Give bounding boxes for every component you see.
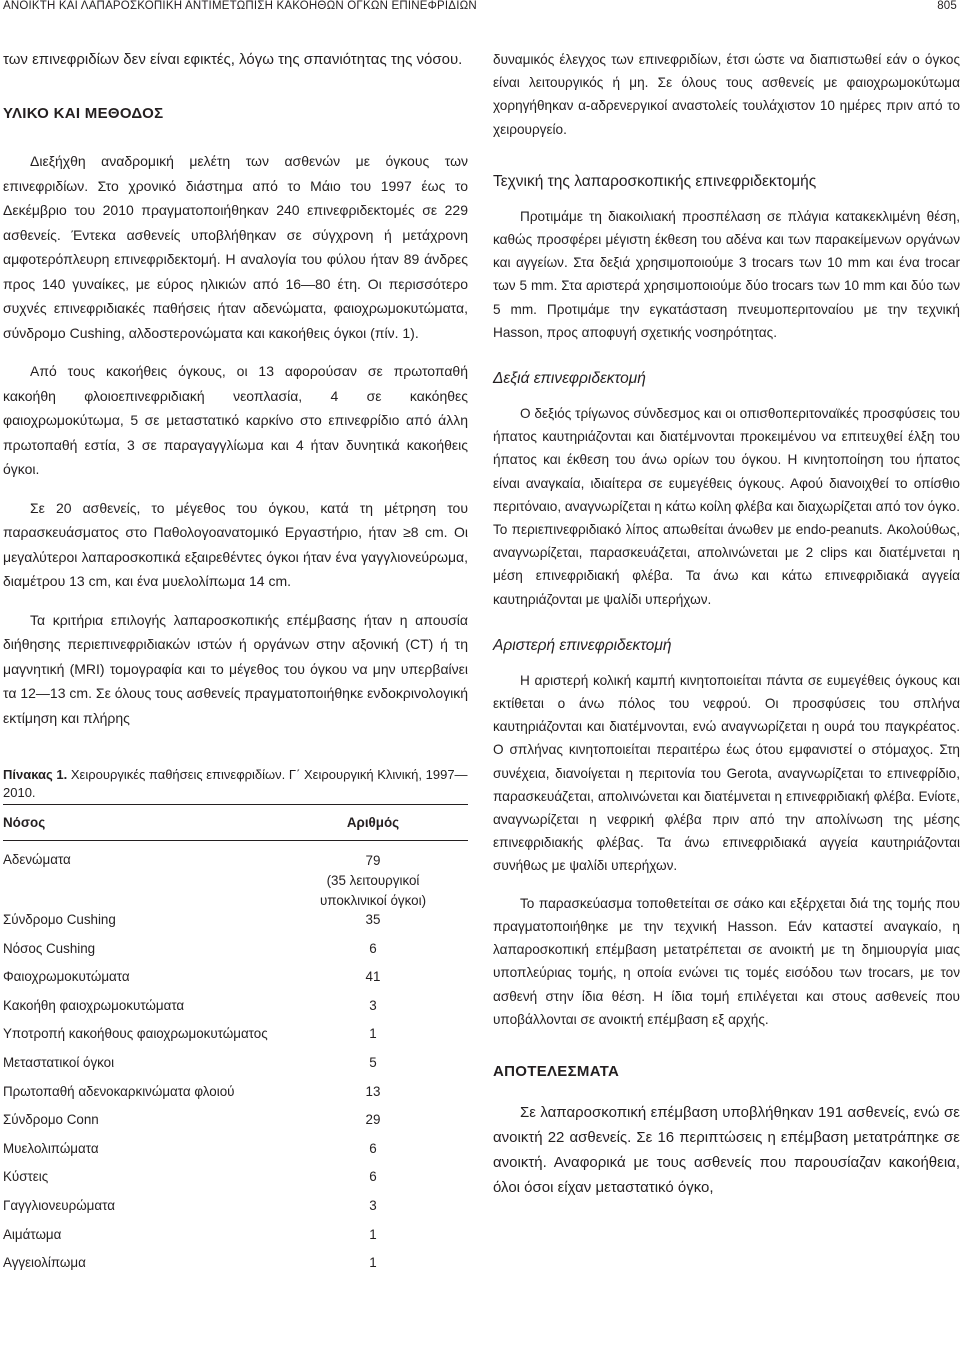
table-cell-number: 35: [365, 912, 381, 927]
table-cell-number: 5: [369, 1054, 377, 1070]
right-paragraph-0: δυναμικός έλεγχος των επινεφριδίων, έτσι ώστε να διαπιστωθεί εάν ο όγκος είναι λειτουργικός ή μη. Σε όλους τους ασθενείς με φαιοχρωμοκύτωμα χορηγήθηκαν α-αδρενεργικοί αναστολείς τουλάχιστον 10 ημέρες πριν από το χειρουργείο.: [493, 52, 960, 137]
left-column: [3, 48, 468, 1283]
technique-heading: Τεχνική της λαπαροσκοπικής επινεφριδεκτομής: [493, 172, 817, 190]
table-cell-number: 1: [369, 1226, 377, 1242]
table-caption-text: Χειρουργικές παθήσεις επινεφριδίων. Γ΄ Χειρουργική Κλινική, 1997—2010.: [3, 767, 468, 800]
right-column: [493, 48, 960, 1200]
methods-paragraph-4: Τα κριτήρια επιλογής λαπαροσκοπικής επέμβασης ήταν η απουσία διήθησης περιεπινεφριδιακών ιστών ή οργάνων στην αξονική (CT) ή τη μαγνητική (MRI) τομογραφία και το μέγεθος του όγκου να μην υπερβαίνει τα 12—13 cm. Σε όλους τους ασθενείς πραγματοποιήθηκε ενδοκρινολογική εκτίμηση και πλήρης: [3, 611, 468, 726]
running-title: ΑΝΟΙΚΤΗ ΚΑΙ ΛΑΠΑΡΟΣΚΟΠΙΚΗ ΑΝΤΙΜΕΤΩΠΙΣΗ ΚΑΚΟΗΘΩΝ ΟΓΚΩΝ ΕΠΙΝΕΦΡΙΔΙΩΝ: [3, 0, 477, 12]
table-cell-disease: Υποτροπή κακοήθους φαιοχρωμοκυτώματος: [3, 1026, 268, 1042]
table-row: [3, 1197, 468, 1226]
table-cell-disease: Φαιοχρωμοκυτώματα: [3, 969, 130, 985]
table-cell-number: 3: [369, 1197, 377, 1213]
table-cell-disease: Σύνδρομο Conn: [3, 1112, 99, 1128]
table-row: [3, 841, 468, 912]
page-number: 805: [937, 0, 957, 12]
table-cell-number: 6: [369, 940, 377, 956]
table-cell-disease: Μυελολιπώματα: [3, 1140, 99, 1156]
table-cell-number: 1: [369, 1255, 377, 1271]
table-row: [3, 1254, 468, 1283]
table-cell-number: [278, 841, 468, 912]
table-cell-disease: Σύνδρομο Cushing: [3, 912, 116, 927]
table-row: [3, 968, 468, 997]
methods-paragraph-1: Διεξήχθη αναδρομική μελέτη των ασθενών με όγκους των επινεφριδίων. Στο χρονικό διάστημα από το Μάιο του 1997 έως το Δεκέμβριο του 2010 πραγματοποιήθηκαν 240 επινεφριδεκτομές σε 229 ασθενείς. Έντεκα ασθενείς υποβλήθηκαν σε σύγχρονη ή μετάχρονη αμφοτερόπλευρη επινεφριδεκτομή. Η αναλογία του φύλου ήταν 89 άνδρες προς 140 γυναίκες, με εύρος ηλικιών από 16—80 έτη. Οι περισσότερο συχνές επινεφριδιακές παθήσεις ήταν αδενώματα, φαιοχρωμοκυτώματα, σύνδρομο Cushing, αλδοστερονώματα και κακοήθεις όγκοι (πίν. 1).: [3, 153, 468, 341]
results-heading: ΑΠΟΤΕΛΕΣΜΑΤΑ: [493, 1062, 620, 1080]
table-header-row: [3, 805, 468, 841]
right-adrenalectomy-paragraph: Ο δεξιός τρίγωνος σύνδεσμος και οι οπισθοπεριτοναϊκές προσφύσεις του ήπατος καυτηριάζονται και διατέμνονται προκειμένου να επιτευχθεί έλξη του ήπατος και έκθεση του άνω ορίων του όγκου. Η κινητοποίηση του ήπατος είναι αναγκαία, ιδιαίτερα σε ευμεγέθεις όγκους. Αφού διανοιχθεί το οπίσθιο περιτόναιο, αναγνωρίζεται η κάτω κοίλη φλέβα και διαχωρίζεται από τον όγκο. Το περιεπινεφριδιακό λίπος απωθείται άνωθεν με endo-peanuts. Ακολούθως, αναγνωρίζεται, παρασκευάζεται, απολινώνεται με 2 clips και διατέμνεται η μέση επινεφριδιακή φλέβα. Τα άνω και κάτω επινεφριδιακά αγγεία καυτηριάζονται με ψαλίδι υπερήχων.: [493, 406, 960, 607]
right-adrenalectomy-heading: Δεξιά επινεφριδεκτομή: [493, 370, 646, 388]
results-paragraph: Σε λαπαροσκοπική επέμβαση υποβλήθηκαν 191 ασθενείς, ενώ σε ανοικτή 22 ασθενείς. Σε 16 περιπτώσεις η επέμβαση μετατράπηκε σε ανοικτή. Αναφορικά με τους ασθενείς που παρουσίαζαν κακοήθεια, όλοι όσοι είχαν μεταστατικό όγκο,: [493, 1103, 960, 1196]
left-adrenalectomy-paragraph-2: Το παρασκεύασμα τοποθετείται σε σάκο και εξέρχεται διά της τομής που πραγματοποιήθηκε με την τεχνική Hasson. Εάν καταστεί αναγκαίο, η λαπαροσκοπική επέμβαση μετατρέπεται σε ανοικτή με τη δημιουργία μιας υποπλεύριας τομής, η οποία ενώνει τις τομές εισόδου των trocars, με τον ασθενή στην ίδια θέση. Η ίδια τομή επιλέγεται και στους ασθενείς που υποβάλλονται σε ανοικτή επέμβαση εξ αρχής.: [493, 895, 960, 1027]
table-row: [3, 1111, 468, 1140]
table-cell-number: 29: [365, 1112, 381, 1128]
table-cell-disease: Μεταστατικοί όγκοι: [3, 1054, 115, 1070]
table-cell-number: 1: [369, 1026, 377, 1042]
running-header: [0, 0, 960, 22]
table-row: [3, 1054, 468, 1083]
left-adrenalectomy-heading: Αριστερή επινεφριδεκτομή: [493, 636, 672, 654]
table-header-number: Αριθμός: [278, 805, 468, 841]
table-cell-line: υποκλινικοί όγκοι): [319, 893, 427, 908]
table-row: [3, 940, 468, 969]
methods-paragraph-2: Από τους κακοήθεις όγκους, οι 13 αφορούσαν σε πρωτοπαθή κακοήθη φλοιοεπινεφριδιακή νεοπλασία, 4 σε κακόηθες φαιοχρωμοκύτωμα, 5 σε μεταστατικό καρκίνο στο επινεφρίδιο από άλλη πρωτοπαθή εστία, 3 σε παραγαγγλίωμα και 4 ήταν δυνητικά κακοήθεις όγκοι.: [3, 363, 468, 477]
table-cell-number: 3: [369, 997, 377, 1013]
table-1: [3, 804, 468, 1283]
methods-heading: ΥΛΙΚΟ ΚΑΙ ΜΕΘΟΔΟΣ: [3, 105, 164, 122]
table-row: [3, 997, 468, 1026]
methods-paragraph-3: Σε 20 ασθενείς, το μέγεθος του όγκου, κατά τη μέτρηση του παρασκευάσματος στο Παθολογοανατομικό Εργαστήριο, ήταν ≥8 cm. Οι μεγαλύτεροι λαπαροσκοπικά εξαιρεθέντες όγκοι ήταν ένα γαγγλιονεύρωμα, διαμέτρου 13 cm, και ένα μυελολίπωμα 14 cm.: [3, 499, 468, 589]
left-adrenalectomy-paragraph-1: Η αριστερή κολική καμπή κινητοποιείται πάντα σε ευμεγέθεις όγκους και εκτίθεται ο άνω πόλος του νεφρού. Οι προσφύσεις του σπλήνα καυτηριάζονται και διατέμνονται, ενώ αναγνωρίζεται η ουρά του παγκρέατος. Ο σπλήνας κινητοποιείται περαιτέρω έως ότου εμφανιστεί ο στόμαχος. Στη συνέχεια, διανοίγεται η περιτονία του Gerota, αναγνωρίζεται το επινεφρίδιο, παρασκευάζεται, απολινώνεται και διατέμνεται η επινεφριδιακή φλέβα. Ενίοτε, αναγνωρίζεται η νεφρική φλέβα πριν από την απολίνωση της μέσης επινεφριδιακής φλέβας. Τα άνω επινεφριδιακά αγγεία καυτηριάζονται συνήθως με ψαλίδι υπερήχων.: [493, 672, 960, 874]
table-cell-number: 6: [369, 1140, 377, 1156]
table-header-disease: Νόσος: [3, 805, 278, 841]
table-cell-disease: Κύστεις: [3, 1169, 49, 1185]
table-row: [3, 1083, 468, 1112]
table-caption: [3, 766, 468, 802]
table-cell-line: (35 λειτουργικοί: [326, 873, 420, 888]
table-cell-number: 41: [365, 969, 381, 985]
table-row: [3, 1025, 468, 1054]
table-cell-disease: Αδενώματα: [3, 852, 71, 867]
table-cell-disease: Γαγγλιονευρώματα: [3, 1197, 115, 1213]
table-cell-disease: Νόσος Cushing: [3, 940, 96, 956]
table-cell-number: 13: [365, 1083, 381, 1099]
table-caption-label: Πίνακας 1.: [3, 767, 68, 782]
table-cell-disease: Αιμάτωμα: [3, 1226, 62, 1242]
table-cell-disease: Κακοήθη φαιοχρωμοκυτώματα: [3, 997, 185, 1013]
table-cell-line: 79: [365, 853, 381, 868]
table-cell-number: 6: [369, 1169, 377, 1185]
technique-paragraph: Προτιμάμε τη διακοιλιακή προσπέλαση σε πλάγια κατακεκλιμένη θέση, καθώς προσφέρει μέγιστη έκθεση του αδένα και των παρακείμενων οργάνων και αγγείων. Στα δεξιά χρησιμοποιούμε 3 trocars των 10 mm και ένα trocar των 5 mm. Στα αριστερά χρησιμοποιούμε δύο trocars των 10 mm και δύο των 5 mm. Προτιμάμε την εγκατάσταση πνευμοπεριτοναίου με την τεχνική Hasson, προς αποφυγή σχετικής νοσηρότητας.: [493, 208, 960, 340]
intro-continuation: των επινεφριδίων δεν είναι εφικτές, λόγω της σπανιότητας της νόσου.: [3, 51, 463, 68]
table-cell-disease: Πρωτοπαθή αδενοκαρκινώματα φλοιού: [3, 1083, 235, 1099]
table-row: [3, 1168, 468, 1197]
table-row: [3, 1140, 468, 1169]
table-row: [3, 911, 468, 940]
table-row: [3, 1226, 468, 1255]
table-body: [3, 841, 468, 1283]
table-cell-disease: Αγγειολίπωμα: [3, 1255, 86, 1271]
